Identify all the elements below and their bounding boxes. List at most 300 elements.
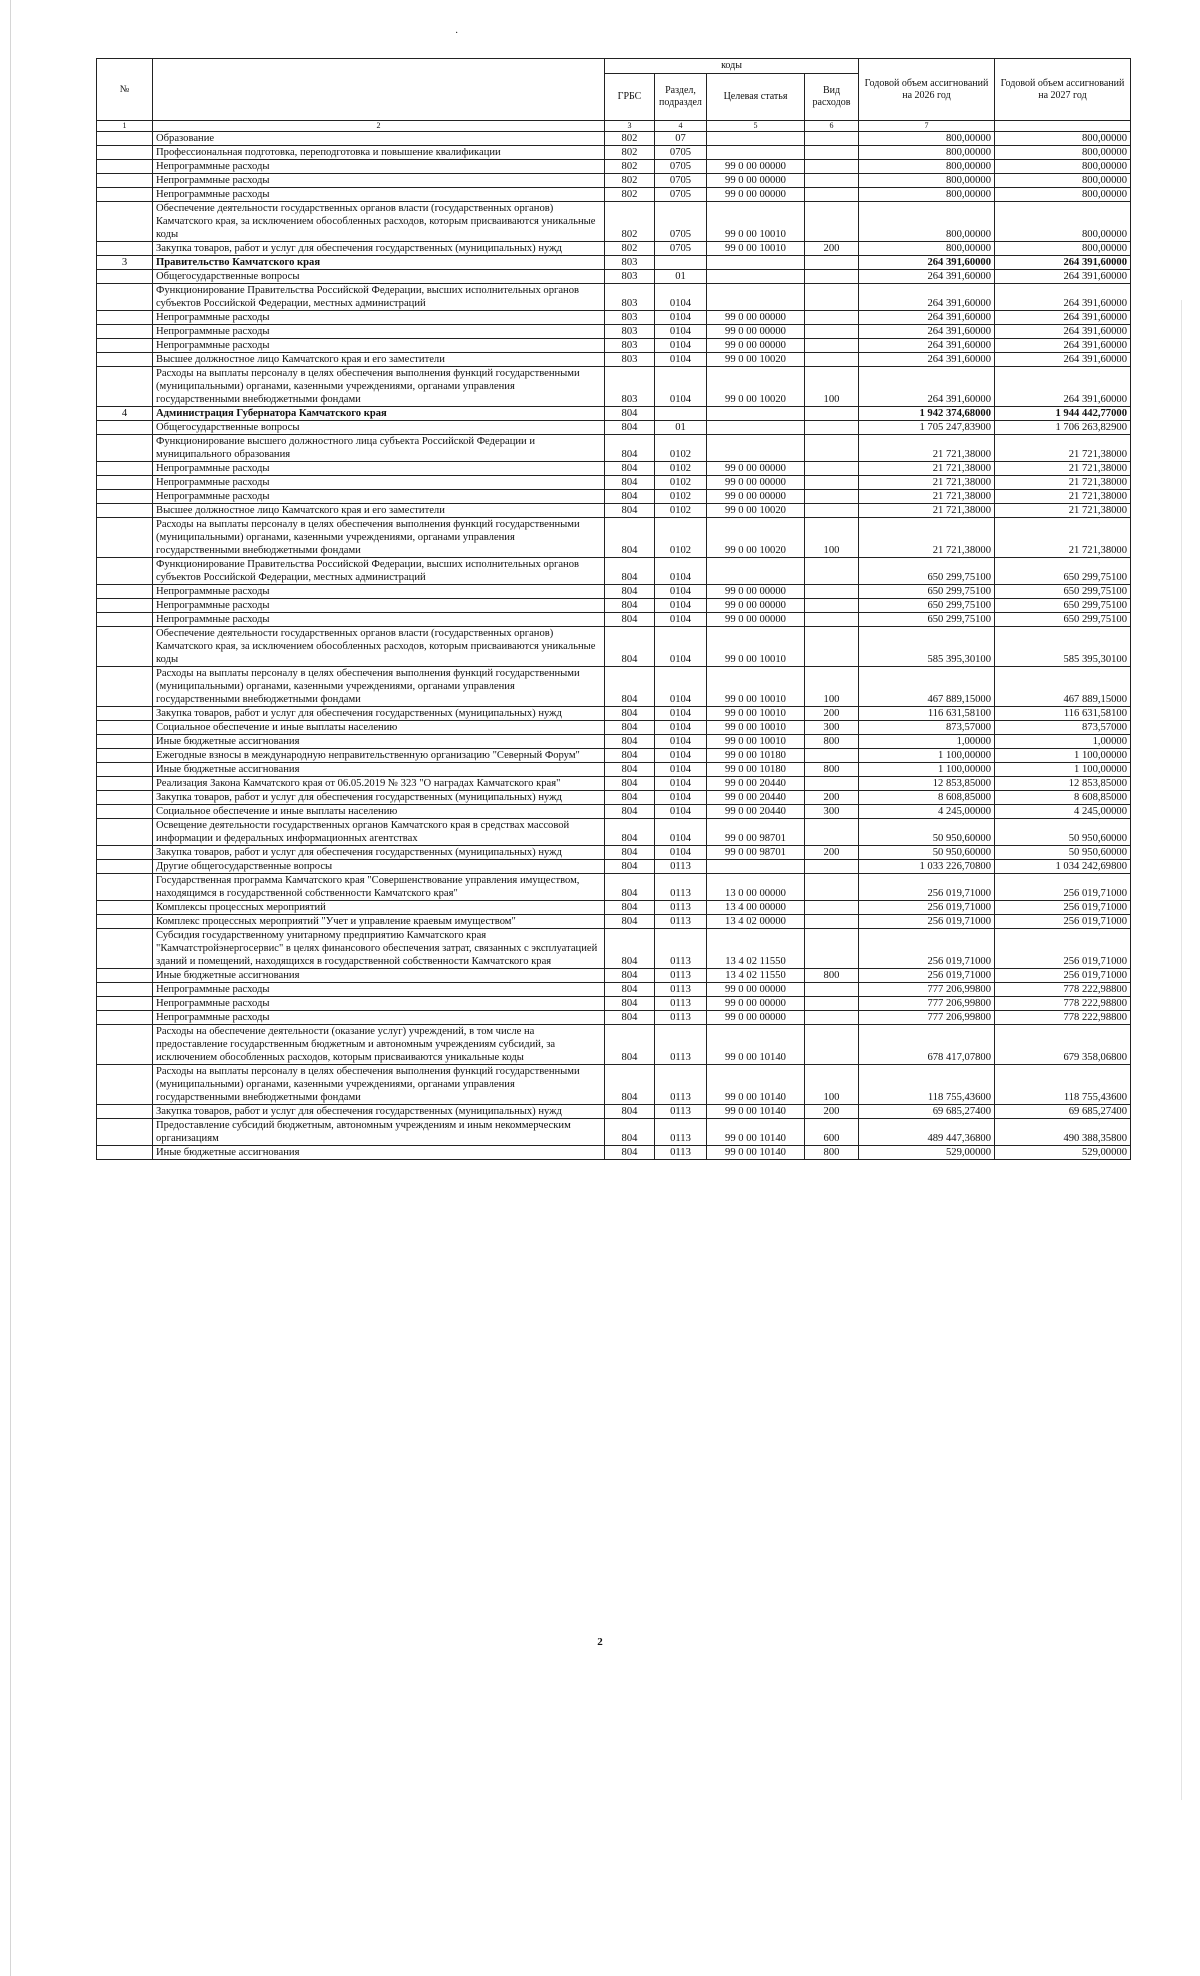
row-section: 0104 — [655, 721, 707, 735]
row-number — [97, 915, 153, 929]
row-kind — [805, 353, 859, 367]
row-name: Непрограммные расходы — [153, 325, 605, 339]
row-name: Непрограммные расходы — [153, 174, 605, 188]
row-value-2026: 264 391,60000 — [859, 284, 995, 311]
row-name: Иные бюджетные ассигнования — [153, 763, 605, 777]
row-section: 0113 — [655, 1105, 707, 1119]
row-section: 0102 — [655, 490, 707, 504]
row-target: 99 0 00 10020 — [707, 504, 805, 518]
table-row — [97, 599, 1131, 613]
row-grbs: 804 — [605, 735, 655, 749]
row-section: 0113 — [655, 983, 707, 997]
table-row — [97, 339, 1131, 353]
row-name: Непрограммные расходы — [153, 311, 605, 325]
row-name: Расходы на выплаты персоналу в целях обеспечения выполнения функций государственными (муниципальными) органами, казенными учреждениями, органами управления государственными внебюджетными фондами — [153, 667, 605, 707]
row-grbs: 804 — [605, 805, 655, 819]
table-row — [97, 407, 1131, 421]
table-row — [97, 874, 1131, 901]
row-name: Функционирование высшего должностного лица субъекта Российской Федерации и муниципального образования — [153, 435, 605, 462]
table-row — [97, 1011, 1131, 1025]
row-number — [97, 735, 153, 749]
row-value-2027: 21 721,38000 — [995, 490, 1131, 504]
row-number — [97, 188, 153, 202]
row-name: Реализация Закона Камчатского края от 06.05.2019 № 323 "О наградах Камчатского края" — [153, 777, 605, 791]
row-grbs: 804 — [605, 777, 655, 791]
row-section: 0104 — [655, 846, 707, 860]
row-grbs: 802 — [605, 160, 655, 174]
row-section: 0104 — [655, 749, 707, 763]
row-value-2026: 21 721,38000 — [859, 518, 995, 558]
row-target: 99 0 00 00000 — [707, 325, 805, 339]
row-kind — [805, 421, 859, 435]
row-section: 0104 — [655, 805, 707, 819]
row-kind — [805, 435, 859, 462]
row-name: Ежегодные взносы в международную неправительственную организацию "Северный Форум" — [153, 749, 605, 763]
row-section: 0104 — [655, 627, 707, 667]
row-number — [97, 721, 153, 735]
row-value-2027: 650 299,75100 — [995, 558, 1131, 585]
row-number — [97, 160, 153, 174]
row-value-2026: 256 019,71000 — [859, 901, 995, 915]
table-row — [97, 367, 1131, 407]
row-target: 99 0 00 10020 — [707, 367, 805, 407]
scan-edge-line — [10, 0, 11, 1976]
row-value-2027: 264 391,60000 — [995, 367, 1131, 407]
row-value-2026: 264 391,60000 — [859, 256, 995, 270]
row-section: 0113 — [655, 1065, 707, 1105]
row-value-2026: 12 853,85000 — [859, 777, 995, 791]
row-kind — [805, 929, 859, 969]
row-name: Непрограммные расходы — [153, 1011, 605, 1025]
row-number — [97, 707, 153, 721]
row-target: 99 0 00 00000 — [707, 997, 805, 1011]
row-grbs: 802 — [605, 146, 655, 160]
row-value-2026: 800,00000 — [859, 132, 995, 146]
row-section: 0102 — [655, 476, 707, 490]
row-section: 0104 — [655, 777, 707, 791]
row-target: 99 0 00 20440 — [707, 791, 805, 805]
row-value-2027: 800,00000 — [995, 146, 1131, 160]
row-target: 99 0 00 00000 — [707, 983, 805, 997]
row-section: 0104 — [655, 558, 707, 585]
row-name: Социальное обеспечение и иные выплаты населению — [153, 805, 605, 819]
row-target — [707, 146, 805, 160]
row-grbs: 804 — [605, 1011, 655, 1025]
row-number — [97, 763, 153, 777]
row-value-2026: 50 950,60000 — [859, 846, 995, 860]
row-section: 0104 — [655, 325, 707, 339]
table-row — [97, 132, 1131, 146]
row-section: 0104 — [655, 353, 707, 367]
row-kind — [805, 476, 859, 490]
row-number — [97, 585, 153, 599]
row-name: Расходы на выплаты персоналу в целях обеспечения выполнения функций государственными (муниципальными) органами, казенными учреждениями, органами управления государственными внебюджетными фондами — [153, 518, 605, 558]
row-section: 0102 — [655, 462, 707, 476]
row-name: Обеспечение деятельности государственных органов власти (государственных органов) Камчатского края, за исключением обособленных расходов, которым присваиваются уникальные коды — [153, 202, 605, 242]
row-name: Непрограммные расходы — [153, 983, 605, 997]
row-name: Профессиональная подготовка, переподготовка и повышение квалификации — [153, 146, 605, 160]
column-index: 7 — [859, 121, 995, 132]
row-target: 99 0 00 10020 — [707, 353, 805, 367]
row-number — [97, 339, 153, 353]
row-number — [97, 325, 153, 339]
row-value-2027: 778 222,98800 — [995, 997, 1131, 1011]
row-value-2026: 21 721,38000 — [859, 490, 995, 504]
row-section: 0113 — [655, 1025, 707, 1065]
row-value-2026: 678 417,07800 — [859, 1025, 995, 1065]
column-index: 3 — [605, 121, 655, 132]
row-section — [655, 407, 707, 421]
table-row — [97, 1146, 1131, 1160]
row-grbs: 803 — [605, 284, 655, 311]
row-grbs: 804 — [605, 627, 655, 667]
row-value-2026: 1 705 247,83900 — [859, 421, 995, 435]
row-value-2027: 585 395,30100 — [995, 627, 1131, 667]
table-row — [97, 160, 1131, 174]
column-index: 2 — [153, 121, 605, 132]
row-target: 13 4 02 11550 — [707, 929, 805, 969]
column-index: 6 — [805, 121, 859, 132]
row-target: 13 4 02 11550 — [707, 969, 805, 983]
row-name: Непрограммные расходы — [153, 585, 605, 599]
row-number — [97, 627, 153, 667]
row-grbs: 804 — [605, 969, 655, 983]
row-section: 0113 — [655, 969, 707, 983]
row-number — [97, 929, 153, 969]
row-kind — [805, 915, 859, 929]
row-grbs: 804 — [605, 462, 655, 476]
table-row — [97, 1119, 1131, 1146]
row-value-2026: 800,00000 — [859, 160, 995, 174]
row-value-2026: 489 447,36800 — [859, 1119, 995, 1146]
row-target: 99 0 00 10140 — [707, 1146, 805, 1160]
row-section: 0104 — [655, 735, 707, 749]
row-target: 99 0 00 00000 — [707, 613, 805, 627]
row-value-2026: 50 950,60000 — [859, 819, 995, 846]
row-kind — [805, 284, 859, 311]
row-target: 99 0 00 10020 — [707, 518, 805, 558]
row-section: 0104 — [655, 284, 707, 311]
row-value-2026: 873,57000 — [859, 721, 995, 735]
row-target: 99 0 00 10140 — [707, 1105, 805, 1119]
row-grbs: 802 — [605, 242, 655, 256]
row-value-2027: 778 222,98800 — [995, 1011, 1131, 1025]
row-number — [97, 270, 153, 284]
header-section: Раздел, подраздел — [655, 74, 707, 121]
row-value-2026: 1,00000 — [859, 735, 995, 749]
row-kind — [805, 146, 859, 160]
row-target: 99 0 00 10010 — [707, 627, 805, 667]
row-section: 0104 — [655, 763, 707, 777]
row-grbs: 804 — [605, 860, 655, 874]
table-row — [97, 421, 1131, 435]
row-section: 0113 — [655, 929, 707, 969]
row-value-2026: 21 721,38000 — [859, 476, 995, 490]
row-value-2027: 1 034 242,69800 — [995, 860, 1131, 874]
table-row — [97, 585, 1131, 599]
row-grbs: 804 — [605, 518, 655, 558]
row-target: 99 0 00 10010 — [707, 735, 805, 749]
table-row — [97, 558, 1131, 585]
row-number — [97, 504, 153, 518]
table-row — [97, 202, 1131, 242]
row-grbs: 804 — [605, 983, 655, 997]
row-number — [97, 1146, 153, 1160]
row-name: Непрограммные расходы — [153, 462, 605, 476]
row-number — [97, 860, 153, 874]
row-target: 99 0 00 00000 — [707, 599, 805, 613]
row-value-2026: 650 299,75100 — [859, 585, 995, 599]
table-row — [97, 174, 1131, 188]
row-section: 0102 — [655, 518, 707, 558]
header-2026: Годовой объем ассигнований на 2026 год — [859, 59, 995, 121]
row-section: 0104 — [655, 667, 707, 707]
row-target: 13 0 00 00000 — [707, 874, 805, 901]
row-kind — [805, 983, 859, 997]
table-row — [97, 763, 1131, 777]
row-number — [97, 462, 153, 476]
table-row — [97, 735, 1131, 749]
table-row — [97, 270, 1131, 284]
row-kind — [805, 749, 859, 763]
row-number — [97, 1105, 153, 1119]
row-grbs: 803 — [605, 367, 655, 407]
row-section: 0104 — [655, 339, 707, 353]
row-grbs: 804 — [605, 558, 655, 585]
row-value-2027: 778 222,98800 — [995, 983, 1131, 997]
row-grbs: 804 — [605, 613, 655, 627]
row-grbs: 803 — [605, 353, 655, 367]
row-target: 99 0 00 00000 — [707, 585, 805, 599]
row-value-2026: 69 685,27400 — [859, 1105, 995, 1119]
row-kind — [805, 311, 859, 325]
page-number: 2 — [597, 1636, 603, 1648]
row-value-2027: 264 391,60000 — [995, 325, 1131, 339]
row-target: 13 4 02 00000 — [707, 915, 805, 929]
row-section: 0104 — [655, 311, 707, 325]
row-value-2026: 256 019,71000 — [859, 874, 995, 901]
row-name: Субсидия государственному унитарному предприятию Камчатского края "Камчатстройэнергосервис" в целях финансового обеспечения затрат, связанных с эксплуатацией зданий и помещений, находящихся в государственной собственности Камчатского края — [153, 929, 605, 969]
row-number — [97, 997, 153, 1011]
table-row — [97, 901, 1131, 915]
row-value-2027: 529,00000 — [995, 1146, 1131, 1160]
table-row — [97, 242, 1131, 256]
row-grbs: 804 — [605, 1146, 655, 1160]
row-target: 99 0 00 10010 — [707, 721, 805, 735]
row-kind — [805, 325, 859, 339]
row-grbs: 804 — [605, 763, 655, 777]
row-kind: 800 — [805, 735, 859, 749]
row-name: Высшее должностное лицо Камчатского края и его заместители — [153, 504, 605, 518]
row-number — [97, 901, 153, 915]
table-row — [97, 353, 1131, 367]
row-number — [97, 242, 153, 256]
table-row — [97, 490, 1131, 504]
row-value-2027: 800,00000 — [995, 242, 1131, 256]
row-section: 0113 — [655, 997, 707, 1011]
row-value-2026: 1 100,00000 — [859, 749, 995, 763]
row-target: 99 0 00 00000 — [707, 339, 805, 353]
row-value-2027: 1 100,00000 — [995, 749, 1131, 763]
row-section: 0113 — [655, 860, 707, 874]
row-number — [97, 805, 153, 819]
row-value-2026: 777 206,99800 — [859, 983, 995, 997]
row-grbs: 804 — [605, 1025, 655, 1065]
row-number — [97, 819, 153, 846]
row-grbs: 804 — [605, 435, 655, 462]
row-kind — [805, 132, 859, 146]
row-name: Освещение деятельности государственных органов Камчатского края в средствах массовой информации и федеральных информационных агентствах — [153, 819, 605, 846]
row-number — [97, 983, 153, 997]
row-name: Расходы на выплаты персоналу в целях обеспечения выполнения функций государственными (муниципальными) органами, казенными учреждениями, органами управления государственными внебюджетными фондами — [153, 367, 605, 407]
row-kind — [805, 627, 859, 667]
row-value-2027: 264 391,60000 — [995, 256, 1131, 270]
row-number — [97, 311, 153, 325]
row-value-2027: 256 019,71000 — [995, 915, 1131, 929]
header-kind: Вид расходов — [805, 74, 859, 121]
table-row — [97, 667, 1131, 707]
row-kind — [805, 256, 859, 270]
row-value-2026: 1 100,00000 — [859, 763, 995, 777]
row-grbs: 803 — [605, 256, 655, 270]
table-row — [97, 462, 1131, 476]
row-kind: 800 — [805, 969, 859, 983]
row-target: 99 0 00 00000 — [707, 174, 805, 188]
row-name: Социальное обеспечение и иные выплаты населению — [153, 721, 605, 735]
row-value-2026: 21 721,38000 — [859, 462, 995, 476]
row-section: 0102 — [655, 504, 707, 518]
row-target — [707, 256, 805, 270]
row-name: Закупка товаров, работ и услуг для обеспечения государственных (муниципальных) нужд — [153, 791, 605, 805]
table-row — [97, 256, 1131, 270]
row-kind: 100 — [805, 1065, 859, 1105]
row-value-2027: 467 889,15000 — [995, 667, 1131, 707]
budget-table — [96, 58, 1131, 1160]
row-grbs: 804 — [605, 599, 655, 613]
row-grbs: 804 — [605, 819, 655, 846]
row-number — [97, 1065, 153, 1105]
row-kind — [805, 407, 859, 421]
row-number — [97, 490, 153, 504]
table-row — [97, 1065, 1131, 1105]
table-row — [97, 518, 1131, 558]
row-section: 0113 — [655, 915, 707, 929]
row-grbs: 802 — [605, 174, 655, 188]
row-value-2026: 264 391,60000 — [859, 270, 995, 284]
header-num: № — [97, 59, 153, 121]
column-index-row — [97, 121, 1131, 132]
row-name: Расходы на обеспечение деятельности (оказание услуг) учреждений, в том числе на предоставление государственным бюджетным и автономным учреждениям субсидий, за исключением обособленных расходов, которым присваиваются уникальные коды — [153, 1025, 605, 1065]
row-target — [707, 270, 805, 284]
row-kind — [805, 599, 859, 613]
row-name: Общегосударственные вопросы — [153, 270, 605, 284]
row-number — [97, 476, 153, 490]
row-value-2027: 650 299,75100 — [995, 599, 1131, 613]
row-value-2027: 1,00000 — [995, 735, 1131, 749]
table-row — [97, 1105, 1131, 1119]
row-value-2027: 1 944 442,77000 — [995, 407, 1131, 421]
row-name: Непрограммные расходы — [153, 490, 605, 504]
row-value-2027: 264 391,60000 — [995, 284, 1131, 311]
row-name: Непрограммные расходы — [153, 997, 605, 1011]
row-value-2027: 21 721,38000 — [995, 476, 1131, 490]
row-value-2026: 800,00000 — [859, 202, 995, 242]
row-kind — [805, 504, 859, 518]
row-value-2026: 467 889,15000 — [859, 667, 995, 707]
row-target: 99 0 00 10010 — [707, 242, 805, 256]
row-value-2026: 800,00000 — [859, 174, 995, 188]
row-value-2027: 800,00000 — [995, 202, 1131, 242]
row-number — [97, 558, 153, 585]
row-value-2027: 118 755,43600 — [995, 1065, 1131, 1105]
header-grbs: ГРБС — [605, 74, 655, 121]
row-number: 3 — [97, 256, 153, 270]
row-kind: 800 — [805, 1146, 859, 1160]
row-target — [707, 435, 805, 462]
table-row — [97, 915, 1131, 929]
row-kind — [805, 777, 859, 791]
row-value-2027: 256 019,71000 — [995, 874, 1131, 901]
table-row — [97, 284, 1131, 311]
row-value-2026: 650 299,75100 — [859, 599, 995, 613]
table-row — [97, 627, 1131, 667]
row-kind: 600 — [805, 1119, 859, 1146]
row-value-2026: 264 391,60000 — [859, 353, 995, 367]
row-kind: 200 — [805, 1105, 859, 1119]
row-target: 99 0 00 00000 — [707, 490, 805, 504]
row-value-2026: 650 299,75100 — [859, 613, 995, 627]
row-number — [97, 667, 153, 707]
row-name: Непрограммные расходы — [153, 599, 605, 613]
row-kind — [805, 1011, 859, 1025]
row-name: Расходы на выплаты персоналу в целях обеспечения выполнения функций государственными (муниципальными) органами, казенными учреждениями, органами управления государственными внебюджетными фондами — [153, 1065, 605, 1105]
row-value-2026: 777 206,99800 — [859, 997, 995, 1011]
row-number — [97, 146, 153, 160]
row-kind: 100 — [805, 667, 859, 707]
table-row — [97, 997, 1131, 1011]
row-value-2027: 21 721,38000 — [995, 435, 1131, 462]
row-name: Закупка товаров, работ и услуг для обеспечения государственных (муниципальных) нужд — [153, 846, 605, 860]
row-name: Администрация Губернатора Камчатского края — [153, 407, 605, 421]
column-index: 1 — [97, 121, 153, 132]
row-name: Высшее должностное лицо Камчатского края и его заместители — [153, 353, 605, 367]
header-name — [153, 59, 605, 121]
row-number — [97, 202, 153, 242]
row-value-2027: 800,00000 — [995, 174, 1131, 188]
row-value-2027: 679 358,06800 — [995, 1025, 1131, 1065]
row-grbs: 804 — [605, 504, 655, 518]
row-value-2027: 1 100,00000 — [995, 763, 1131, 777]
row-name: Образование — [153, 132, 605, 146]
row-name: Другие общегосударственные вопросы — [153, 860, 605, 874]
row-section: 0104 — [655, 599, 707, 613]
row-target: 99 0 00 10180 — [707, 749, 805, 763]
row-target: 99 0 00 10010 — [707, 202, 805, 242]
scan-edge-line-right — [1181, 300, 1182, 1800]
row-value-2027: 69 685,27400 — [995, 1105, 1131, 1119]
row-target — [707, 284, 805, 311]
row-grbs: 804 — [605, 667, 655, 707]
row-target: 99 0 00 00000 — [707, 311, 805, 325]
table-body — [97, 132, 1131, 1160]
row-grbs: 804 — [605, 1065, 655, 1105]
row-target: 99 0 00 98701 — [707, 819, 805, 846]
header-target: Целевая статья — [707, 74, 805, 121]
row-name: Комплексы процессных мероприятий — [153, 901, 605, 915]
row-section: 0104 — [655, 613, 707, 627]
row-value-2027: 21 721,38000 — [995, 462, 1131, 476]
row-grbs: 804 — [605, 915, 655, 929]
